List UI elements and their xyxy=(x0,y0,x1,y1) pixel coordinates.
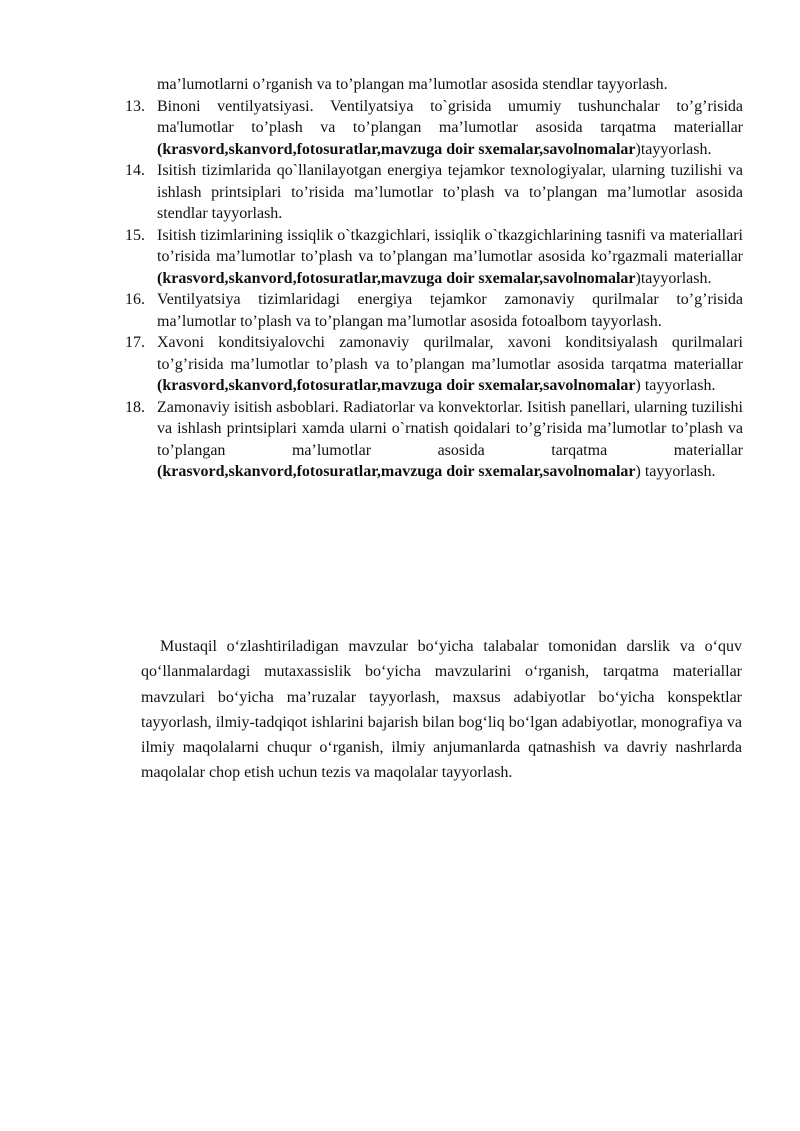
list-item-text: Isitish tizimlarining issiqlik o`tkazgichlari, issiqlik o`tkazgichlarining tasnifi va materiallari to’risida ma’lumotlar to’plash va to’plangan ma’lumotlar asosida ko’rgazmali materiallar xyxy=(157,226,743,265)
list-item-number: 16. xyxy=(125,291,145,308)
body-paragraph: Mustaqil o‘zlashtiriladigan mavzular bo‘yicha talabalar tomonidan darslik va o‘quv qo‘llanmalardagi mutaxassislik bo‘yicha mavzularini o‘rganish, tarqatma materiallar mavzulari bo‘yicha ma’ruzalar tayyorlash, maxsus adabiyotlar bo‘yicha konspektlar tayyorlash, ilmiy-tadqiqot ishlarini bajarish bilan bog‘liq bo‘lgan adabiyotlar, monografiya va ilmiy maqolalarni chuqur o‘rganish, ilmiy anjumanlarda qatnashish va davriy nashrlarda maqolalar chop etish uchun tezis va maqolalar tayyorlash. xyxy=(141,638,742,782)
list-item-text: Zamonaviy isitish asboblari. Radiatorlar va konvektorlar. Isitish panellari, ularning tuzilishi va ishlash printsiplari xamda ularni o`rnatish qoidalari to’g’risida ma’lumotlar to’plash va to’plangan ma’lumotlar asosida tarqatma materiallar xyxy=(157,398,743,459)
list-item xyxy=(125,332,743,397)
list-item-text: Ventilyatsiya tizimlaridagi energiya tejamkor zamonaviy qurilmalar to’g’risida ma’lumotlar to’plash va to’plangan ma’lumotlar asosida fotoalbom tayyorlash. xyxy=(157,291,743,330)
task-list xyxy=(125,74,743,483)
list-item xyxy=(125,397,743,483)
list-item-bold-text: (krasvord,skanvord,fotosuratlar,mavzuga doir sxemalar,savolnomalar xyxy=(157,269,636,287)
list-item-text: Isitish tizimlarida qo`llanilayotgan energiya tejamkor texnologiyalar, ularning tuzilishi va ishlash printsiplari to’risida ma’lumotlar to’plash va to’plangan ma’lumotlar asosida stendlar tayyorlash. xyxy=(157,162,743,222)
list-item-text: Binoni ventilyatsiyasi. Ventilyatsiya to`grisida umumiy tushunchalar to’g’risida ma'lumotlar to’plash va to’plangan ma’lumotlar asosida tarqatma materiallar xyxy=(157,97,743,136)
list-item-text: ma’lumotlarni o’rganish va to’plangan ma’lumotlar asosida stendlar tayyorlash. xyxy=(157,76,668,93)
list-item-bold-text: (krasvord,skanvord,fotosuratlar,mavzuga doir sxemalar,savolnomalar xyxy=(157,463,636,480)
list-item xyxy=(125,225,743,290)
list-item-tail: )tayyorlash. xyxy=(635,140,712,158)
list-item-tail: ) tayyorlash. xyxy=(635,463,716,480)
list-item-number: 13. xyxy=(125,97,145,115)
list-item-number: 18. xyxy=(125,398,145,416)
list-item-tail: )tayyorlash. xyxy=(635,269,712,287)
list-item-number: 14. xyxy=(125,162,145,179)
list-item-tail: ) tayyorlash. xyxy=(635,377,716,394)
list-item xyxy=(125,289,743,332)
list-item-bold-text: (krasvord,skanvord,fotosuratlar,mavzuga doir sxemalar,savolnomalar xyxy=(157,140,636,158)
list-item-bold-text: (krasvord,skanvord,fotosuratlar,mavzuga doir sxemalar,savolnomalar xyxy=(157,377,636,394)
list-item xyxy=(125,96,743,161)
list-item xyxy=(125,160,743,225)
list-item-text: Xavoni konditsiyalovchi zamonaviy qurilmalar, xavoni konditsiyalash qurilmalari to’g’risida ma’lumotlar to’plash va to’plangan ma’lumotlar asosida tarqatma materiallar xyxy=(157,334,743,373)
list-item xyxy=(125,74,743,96)
list-item-number: 15. xyxy=(125,226,145,244)
list-item-number: 17. xyxy=(125,334,145,351)
